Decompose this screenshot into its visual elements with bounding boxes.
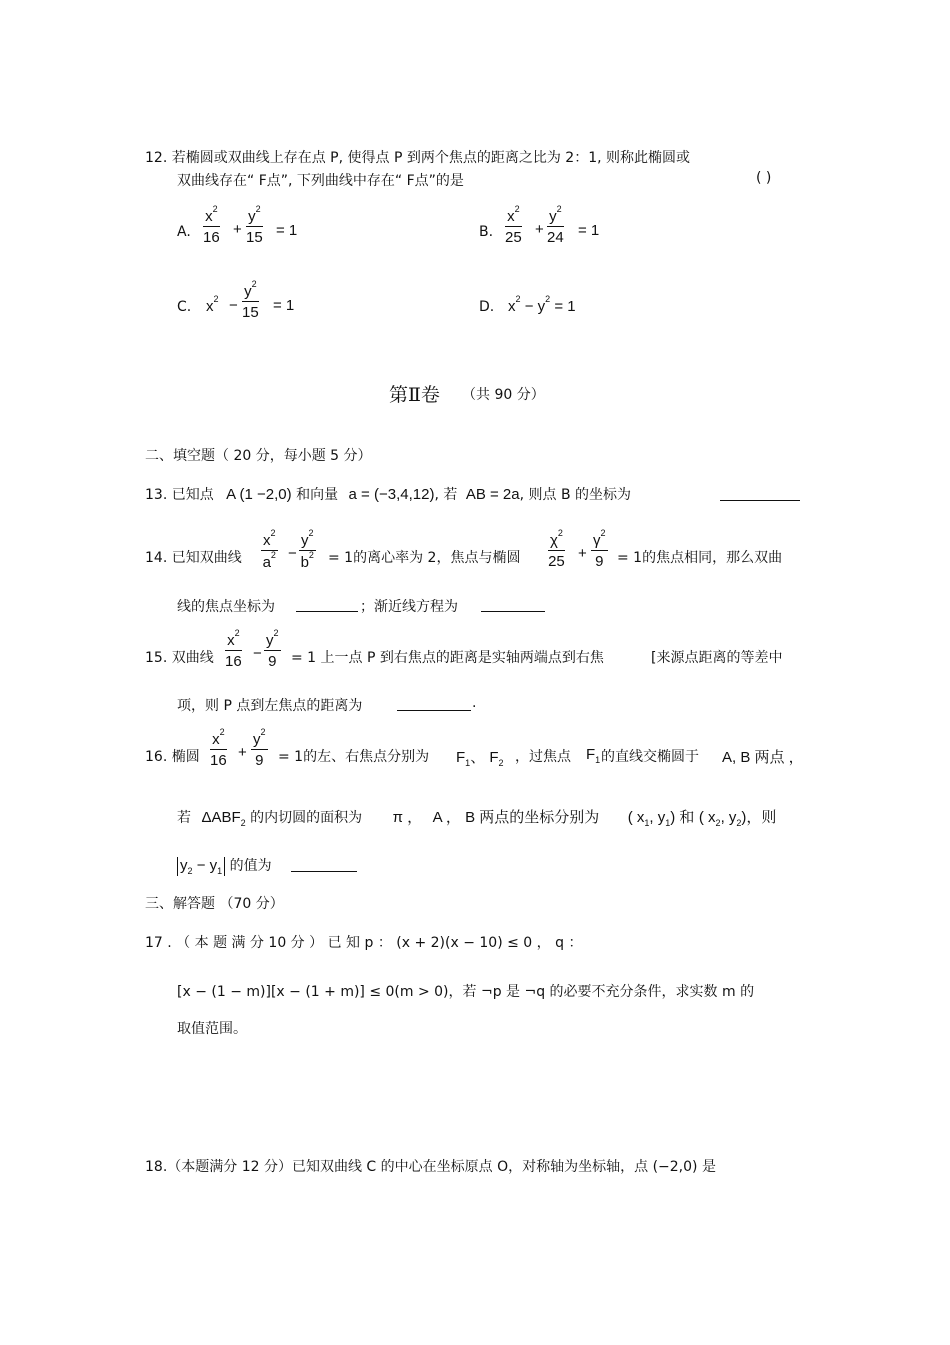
q16-line3: $y_2 - y_1$ 的值为: [177, 855, 272, 876]
q15-dot: .: [472, 695, 477, 711]
minus-sign: −: [288, 545, 297, 562]
section-title-note: （共 90 分）: [462, 387, 545, 403]
q14-frac1: $\frac{x^2}{a^2}$: [262, 528, 276, 571]
q16-ab: A, B 两点 ，: [722, 749, 804, 766]
option-d-expr: $x^2 - y^2 = 1$: [508, 294, 576, 315]
q14-line2b: ；渐近线方程为: [360, 599, 458, 615]
q18-line1: 18.（本题满分 12 分）已知双曲线 C 的中心在坐标原点 O，对称轴为坐标轴，点 (−2,0) 是: [145, 1159, 716, 1175]
q16-mid3: 的直线交椭圆于: [601, 749, 699, 765]
q15-tail: [来源点距离的等差中: [651, 650, 783, 666]
option-a-frac1: $\frac{x^2}{16}$: [203, 204, 220, 246]
q15-answer-blank[interactable]: [397, 696, 471, 711]
answer-section-heading: 三、解答题 （70 分）: [145, 896, 284, 912]
plus-sign: +: [578, 545, 587, 562]
q16-mid2: ，过焦点: [515, 749, 571, 765]
q17-line2: [x − (1 − m)][x − (1 + m)] ≤ 0(m > 0)，若 ¬p 是 ¬q 的必要不充分条件，求实数 m 的: [177, 984, 755, 1000]
q16-number: 16. 椭圆: [145, 749, 200, 765]
plus-sign: +: [233, 221, 242, 238]
option-b-frac1: $\frac{x^2}{25}$: [505, 204, 522, 246]
q12-line1: 12. 若椭圆或双曲线上存在点 P, 使得点 P 到两个焦点的距离之比为 2：1, 则称此椭圆或: [145, 150, 691, 166]
q17-line3: 取值范围。: [177, 1021, 247, 1037]
q14-frac3: $\frac{\chi^2}{25}$: [548, 528, 565, 570]
q12-line2: 双曲线存在“ F点”, 下列曲线中存在“ F点”的是: [177, 173, 464, 189]
q14-frac2: $\frac{y^2}{b^2}$: [300, 528, 314, 571]
fill-in-heading: 二、填空题（ 20 分，每小题 5 分）: [145, 448, 372, 464]
q14-number: 14. 已知双曲线: [145, 550, 242, 566]
option-c-frac: $\frac{y^2}{15}$: [242, 279, 259, 321]
section-title: 第Ⅱ卷: [389, 384, 440, 406]
q16-mid: = 1的左、右焦点分别为: [278, 749, 430, 765]
q16-frac1: $\frac{x^2}{16}$: [210, 727, 227, 769]
q14-answer-blank-2[interactable]: [481, 597, 545, 612]
q14-answer-blank-1[interactable]: [296, 597, 358, 612]
option-c-label: C.: [177, 299, 192, 315]
q13-answer-blank[interactable]: [720, 486, 800, 501]
minus-sign: −: [253, 645, 262, 662]
equals-one: = 1: [273, 297, 295, 314]
q15-number: 15. 双曲线: [145, 650, 214, 666]
q14-line2: 线的焦点坐标为: [177, 599, 275, 615]
q13-line: 13. 已知点 A (1 −2,0) 和向量 a = (−3,4,12), 若 AB = 2a, 则点 B 的坐标为: [145, 486, 632, 503]
q15-line2: 项，则 P 点到左焦点的距离为: [177, 698, 363, 714]
q14-end: = 1的焦点相同，那么双曲: [617, 550, 783, 566]
plus-sign: +: [535, 221, 544, 238]
plus-sign: +: [238, 744, 247, 761]
q15-frac1: $\frac{x^2}{16}$: [225, 628, 242, 670]
equals-one: = 1: [276, 222, 298, 239]
q15-frac2: $\frac{y^2}{9}$: [266, 628, 279, 670]
q17-line1: 17 . （ 本 题 满 分 10 分 ） 已 知 p ： (x + 2)(x − 10) ≤ 0 ， q ：: [145, 935, 583, 951]
q16-f1b: $F_1$: [586, 746, 601, 765]
q16-line2: 若 $\Delta ABF_2$ 的内切圆的面积为 π ， A ， B 两点的坐标分别为 ( $x_1$, $y_1$) 和 ( $x_2$, $y_2$)，则: [177, 809, 777, 828]
q12-answer-paren: ( ): [756, 170, 772, 186]
option-d-label: D.: [479, 299, 495, 315]
option-a-label: A.: [177, 224, 191, 240]
q15-mid: = 1 上一点 P 到右焦点的距离是实轴两端点到右焦: [291, 650, 604, 666]
q16-answer-blank[interactable]: [291, 857, 357, 872]
q16-f1: $F_1$、 $F_2$: [456, 749, 504, 768]
q14-mid: = 1的离心率为 2，焦点与椭圆: [328, 550, 521, 566]
option-c-x2: $x^2$: [206, 294, 219, 315]
option-b-frac2: $\frac{y^2}{24}$: [547, 204, 564, 246]
q14-frac4: $\frac{\gamma^2}{9}$: [593, 528, 606, 570]
minus-sign: −: [229, 297, 238, 314]
option-a-frac2: $\frac{y^2}{15}$: [246, 204, 263, 246]
q16-frac2: $\frac{y^2}{9}$: [253, 727, 266, 769]
equals-one: = 1: [578, 222, 600, 239]
option-b-label: B.: [479, 224, 494, 240]
